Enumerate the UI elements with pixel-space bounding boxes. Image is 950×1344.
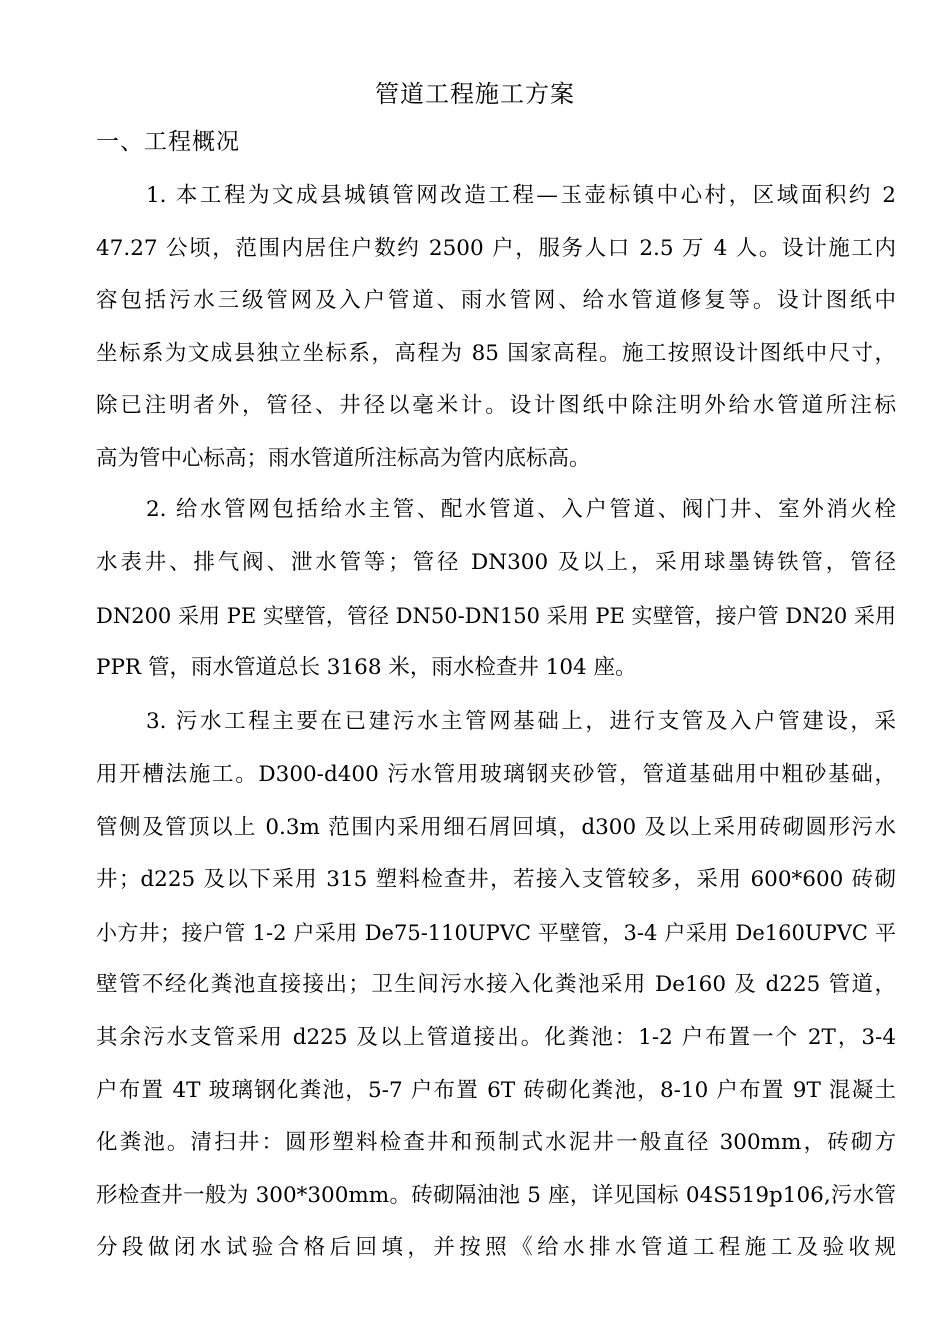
paragraph-1-line-2: 47.27 公顷，范围内居住户数约 2500 户，服务人口 2.5 万 4 人。设计施工内 — [96, 236, 896, 261]
paragraph-3-line-11: 分段做闭水试验合格后回填，并按照《给水排水管道工程施工及验收规 — [96, 1235, 896, 1260]
paragraph-3-line-3: 管侧及管顶以上 0.3m 范围内采用细石屑回填，d300 及以上采用砖砌圆形污水 — [96, 815, 896, 840]
paragraph-1-line-5: 除已注明者外，管径、井径以毫米计。设计图纸中除注明外给水管道所注标 — [96, 393, 896, 418]
paragraph-2-line-1: 2. 给水管网包括给水主管、配水管道、入户管道、阀门井、室外消火栓 — [146, 497, 896, 522]
paragraph-3-line-1: 3. 污水工程主要在已建污水主管网基础上，进行支管及入户管建设，采 — [146, 709, 896, 734]
section-heading: 一、工程概况 — [96, 129, 240, 155]
paragraph-3-line-4: 井；d225 及以下采用 315 塑料检查井，若接入支管较多，采用 600*600 砖砌 — [96, 867, 896, 892]
document-title: 管道工程施工方案 — [375, 80, 575, 108]
paragraph-2-line-3: DN200 采用 PE 实壁管，管径 DN50-DN150 采用 PE 实壁管，接户管 DN20 采用 — [96, 604, 896, 628]
paragraph-3-line-2: 用开槽法施工。D300-d400 污水管用玻璃钢夹砂管，管道基础用中粗砂基础， — [96, 762, 896, 787]
paragraph-1-line-3: 容包括污水三级管网及入户管道、雨水管网、给水管道修复等。设计图纸中 — [96, 288, 896, 313]
paragraph-3-line-8: 户布置 4T 玻璃钢化粪池，5-7 户布置 6T 砖砌化粪池，8-10 户布置 9T 混凝土 — [96, 1078, 896, 1103]
paragraph-3-line-7: 其余污水支管采用 d225 及以上管道接出。化粪池：1-2 户布置一个 2T，3-4 — [96, 1025, 896, 1050]
paragraph-3-line-10: 形检查井一般为 300*300mm。砖砌隔油池 5 座，详见国标 04S519p106,污水管 — [96, 1183, 896, 1208]
paragraph-2-line-2: 水表井、排气阀、泄水管等；管径 DN300 及以上，采用球墨铸铁管，管径 — [96, 550, 896, 575]
paragraph-3-line-5: 小方井；接户管 1-2 户采用 De75-110UPVC 平壁管，3-4 户采用 De160UPVC 平 — [96, 921, 896, 945]
paragraph-1-line-1: 1. 本工程为文成县城镇管网改造工程—玉壶标镇中心村，区域面积约 2 — [146, 183, 896, 208]
paragraph-1-line-4: 坐标系为文成县独立坐标系，高程为 85 国家高程。施工按照设计图纸中尺寸， — [96, 341, 896, 366]
paragraph-1-line-6: 高为管中心标高；雨水管道所注标高为管内底标高。 — [96, 446, 591, 471]
paragraph-3-line-6: 壁管不经化粪池直接接出；卫生间污水接入化粪池采用 De160 及 d225 管道， — [96, 972, 896, 997]
paragraph-2-line-4: PPR 管，雨水管道总长 3168 米，雨水检查井 104 座。 — [96, 655, 637, 680]
paragraph-3-line-9: 化粪池。清扫井：圆形塑料检查井和预制式水泥井一般直径 300mm，砖砌方 — [96, 1130, 896, 1155]
